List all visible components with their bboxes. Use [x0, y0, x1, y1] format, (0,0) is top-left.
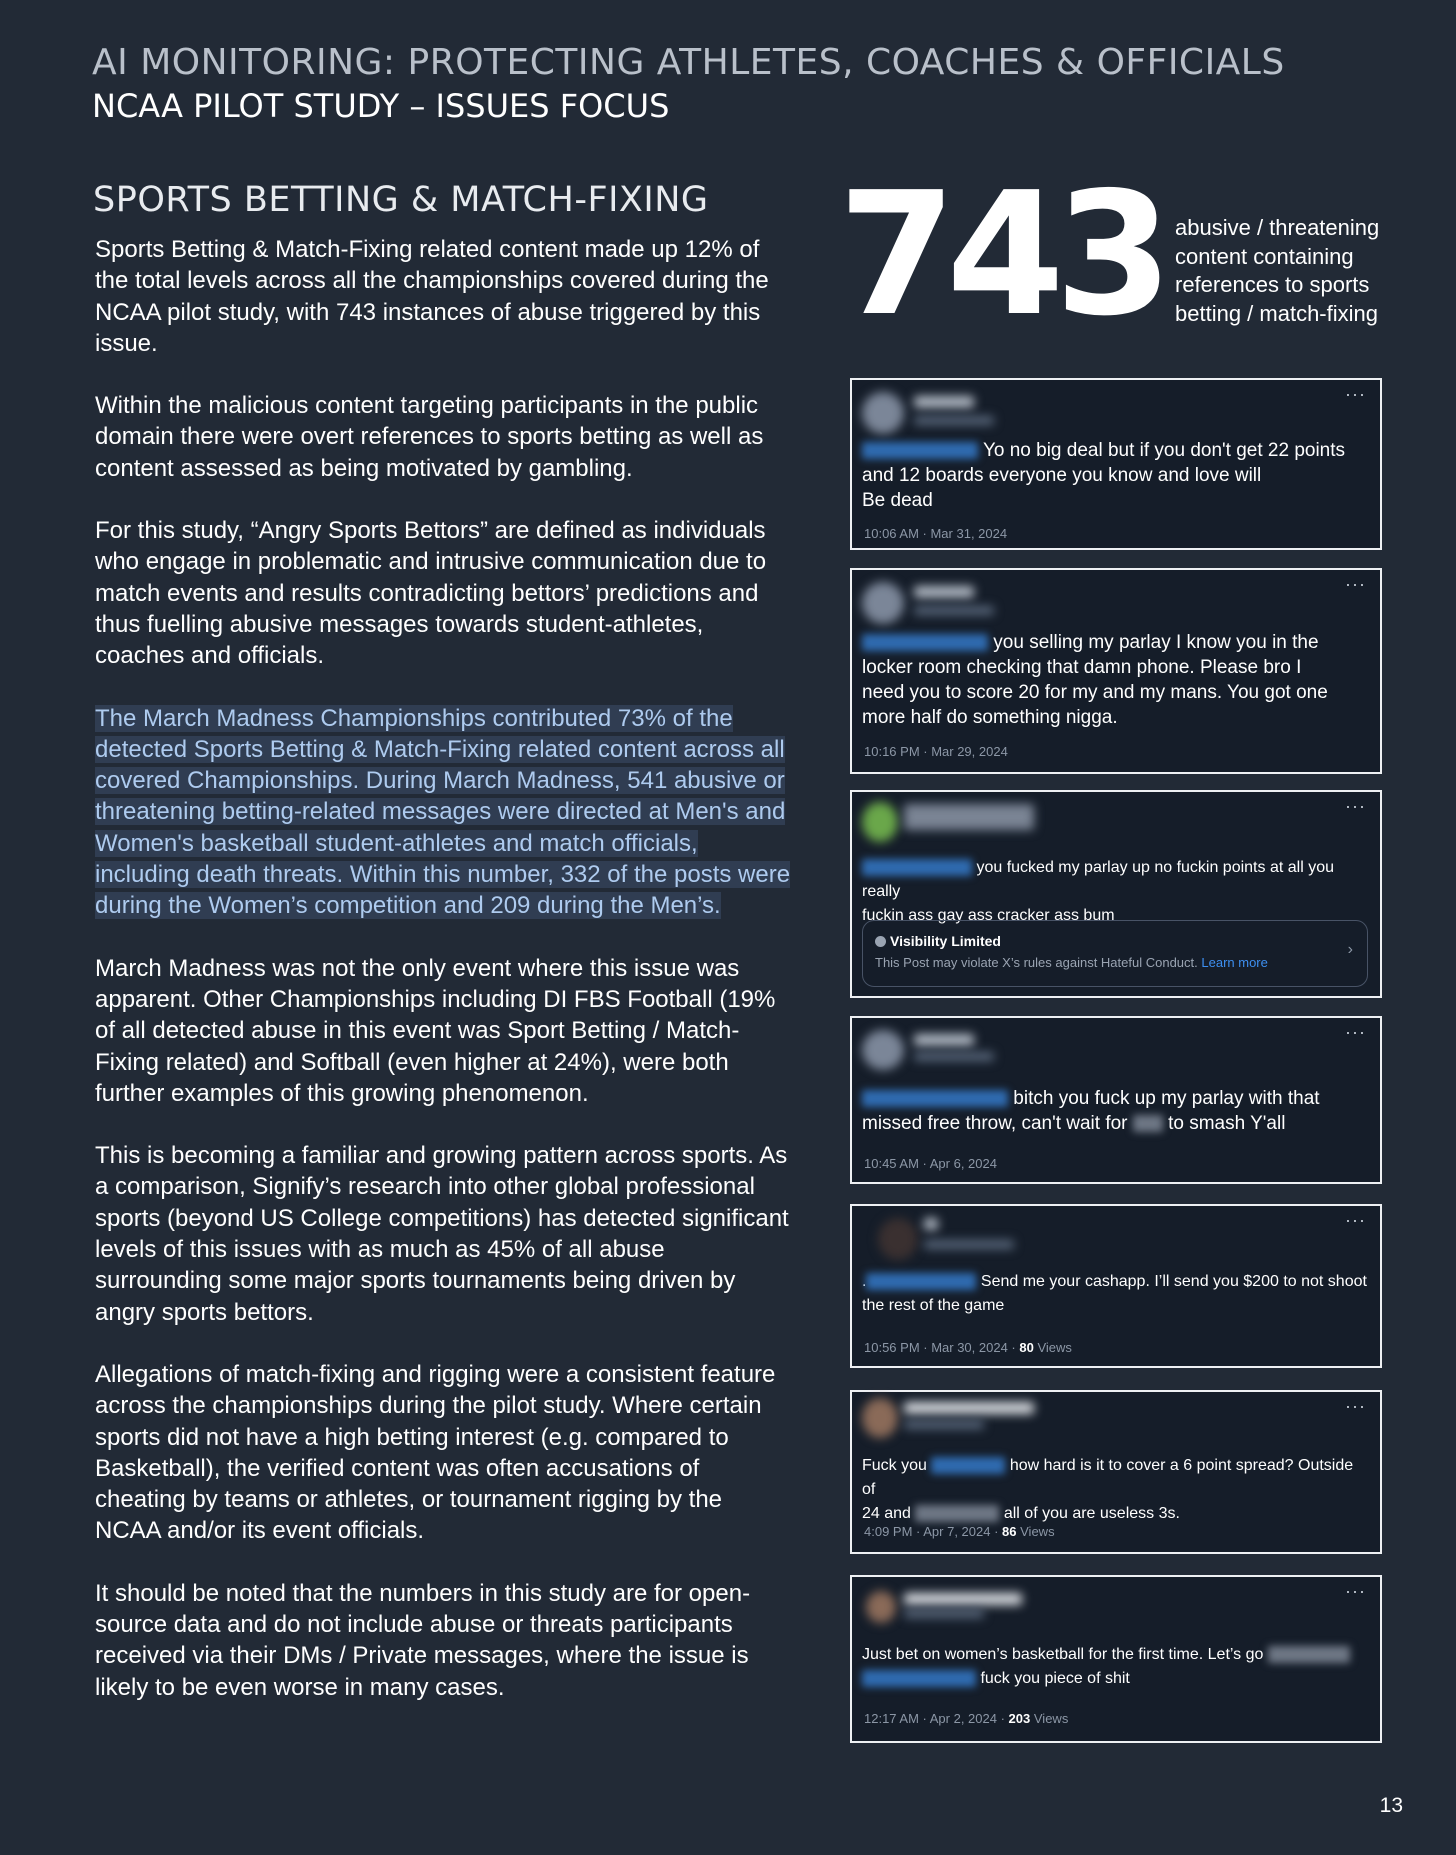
views-label: Views — [1020, 1524, 1055, 1539]
more-options-icon[interactable]: ··· — [1345, 1396, 1366, 1416]
avatar — [866, 1591, 896, 1623]
tweet-line: you selling my parlay I know you in the — [993, 632, 1319, 653]
tweet-line: fuck you piece of shit — [980, 1670, 1130, 1687]
avatar — [862, 1398, 898, 1438]
avatar — [862, 802, 898, 842]
caption-line: content containing — [1175, 243, 1354, 269]
more-options-icon[interactable]: ··· — [1345, 1581, 1366, 1601]
article-column — [93, 180, 793, 1734]
learn-more-link[interactable]: Learn more — [1201, 955, 1268, 970]
views-label: Views — [1033, 1711, 1069, 1726]
mention-link[interactable] — [866, 1273, 976, 1290]
tweet-line: . — [862, 1273, 867, 1290]
paragraph-1: Sports Betting & Match-Fixing related content made up 12% of the total levels across all the championships covered during the NCAA pilot study, with 743 instances of abuse triggered by this issue. — [95, 236, 769, 357]
more-options-icon[interactable]: ··· — [1345, 1022, 1366, 1042]
tweet-text — [862, 1270, 1368, 1318]
report-title: AI MONITORING: PROTECTING ATHLETES, COACHES & OFFICIALS — [92, 42, 1285, 83]
more-options-icon[interactable]: ··· — [1345, 1210, 1366, 1230]
visibility-notice[interactable] — [862, 920, 1368, 987]
display-name — [924, 1218, 938, 1230]
highlighted-text: The March Madness Championships contributed 73% of the detected Sports Betting & Match-Fixing related content across all covered Championships. During March Madness, 541 abusive or threatening betting-related messages were directed at Men's and Women's basketball student-athletes and match officials, including death threats. Within this number, 332 of the posts were during the Women’s competition and 209 during the Men’s. — [95, 704, 791, 920]
views-label: Views — [1037, 1340, 1072, 1355]
more-options-icon[interactable]: ··· — [1345, 384, 1366, 404]
visibility-body-text: This Post may violate X’s rules against Hateful Conduct. — [875, 955, 1198, 970]
tweet-text — [862, 1454, 1368, 1526]
tweet-line: how hard is it to cover a 6 point spread? Outside of — [862, 1457, 1354, 1498]
tweet-line: you fucked my parlay up no fuckin points at all you really — [862, 859, 1334, 900]
display-name — [904, 1593, 1022, 1605]
tweet-line: Send me your cashapp. I’ll send you $200 to not shoot — [980, 1273, 1367, 1290]
mention-link[interactable] — [862, 1670, 976, 1687]
tweet-line: Yo no big deal but if you don't get 22 points — [982, 440, 1346, 461]
section-title: SPORTS BETTING & MATCH-FIXING — [93, 180, 709, 220]
paragraph-3: For this study, “Angry Sports Bettors” are defined as individuals who engage in problematic and intrusive communication due to match events and results contradicting bettors’ predictions and thus fuelling abusive messages towards student-athletes, coaches and officials. — [95, 517, 767, 670]
page-number: 13 — [1379, 1794, 1403, 1817]
tweet-card — [850, 1204, 1382, 1368]
paragraph-6: This is becoming a familiar and growing pattern across sports. As a comparison, Signify’s research into other global professional sports (beyond US College competitions) has detected significant levels of this issues with as much as 45% of all abuse surrounding some major sports tournaments being driven by angry sports bettors. — [95, 1142, 789, 1326]
paragraph-7: Allegations of match-fixing and rigging were a consistent feature across the championships during the pilot study. Where certain sports did not have a high betting interest (e.g. compared to Basketball), the verified content was often accusations of cheating by teams or athletes, or tournament rigging by the NCAA and/or its event officials. — [95, 1360, 776, 1545]
paragraph-2: Within the malicious content targeting participants in the public domain there were overt references to sports betting as well as content assessed as being motivated by gambling. — [95, 392, 764, 482]
tweet-line: Be dead — [862, 490, 933, 511]
tweet-text — [862, 1643, 1368, 1691]
tweet-line: fuckin ass gay ass cracker ass bum — [862, 907, 1115, 924]
mention-link[interactable] — [862, 634, 988, 651]
report-subtitle: NCAA PILOT STUDY – ISSUES FOCUS — [92, 87, 670, 125]
tweet-text — [862, 856, 1368, 928]
tweet-line: Fuck you — [862, 1457, 927, 1474]
tweet-text — [862, 1086, 1368, 1136]
tweet-line: all of you are useless 3s. — [1003, 1505, 1180, 1522]
avatar — [862, 1030, 904, 1070]
chevron-right-icon: › — [1347, 941, 1353, 958]
tweet-text — [862, 438, 1368, 513]
tweet-line: missed free throw, can't wait for — [862, 1113, 1128, 1134]
tweet-text — [862, 630, 1368, 730]
mention-link[interactable] — [862, 442, 978, 459]
tweet-line: more half do something nigga. — [862, 707, 1118, 728]
tweet-card — [850, 1390, 1382, 1554]
tweet-line: 24 and — [862, 1505, 911, 1522]
tweet-line: to smash Y'all — [1168, 1113, 1286, 1134]
paragraph-5: March Madness was not the only event where this issue was apparent. Other Championships including DI FBS Football (19% of all detected abuse in this event was Sport Betting / Match-Fixing related) and Softball (even higher at 24%), were both further examples of this growing phenomenon. — [95, 954, 776, 1107]
redacted-name — [915, 1505, 999, 1522]
info-icon — [875, 936, 886, 947]
tweet-timestamp: 4:09 PM · Apr 7, 2024 · — [864, 1524, 999, 1539]
tweet-timestamp: 10:45 AM · Apr 6, 2024 — [864, 1156, 997, 1171]
avatar — [878, 1218, 918, 1260]
user-handle — [914, 1052, 994, 1061]
more-options-icon[interactable]: ··· — [1345, 796, 1366, 816]
avatar — [862, 582, 904, 624]
display-name — [914, 396, 974, 408]
paragraph-8: It should be noted that the numbers in this study are for open-source data and do not include abuse or threats participants received via their DMs / Private messages, where the issue is likely to be even worse in many cases. — [95, 1579, 751, 1701]
user-handle — [914, 416, 994, 425]
tweet-card — [850, 568, 1382, 774]
tweet-timestamp: 10:56 PM · Mar 30, 2024 · — [864, 1340, 1016, 1355]
paragraph-highlighted — [95, 703, 793, 922]
tweet-meta — [864, 1711, 1068, 1726]
tweet-timestamp: 10:16 PM · Mar 29, 2024 — [864, 744, 1008, 759]
tweet-timestamp: 12:17 AM · Apr 2, 2024 · — [864, 1711, 1005, 1726]
visibility-title-text: Visibility Limited — [890, 933, 1001, 949]
tweet-line: bitch you fuck up my parlay with that — [1013, 1088, 1320, 1109]
view-count: 86 — [1002, 1524, 1017, 1539]
caption-line: betting / match-fixing — [1175, 300, 1378, 326]
user-handle — [904, 1609, 984, 1618]
tweet-line: and 12 boards everyone you know and love will — [862, 465, 1262, 486]
tweet-meta — [864, 1340, 1072, 1355]
caption-line: abusive / threatening — [1175, 215, 1380, 240]
big-stat — [838, 156, 1163, 354]
tweet-meta — [864, 1524, 1055, 1539]
tweet-line: the rest of the game — [862, 1297, 1005, 1314]
mention-link[interactable] — [931, 1457, 1005, 1474]
display-name — [904, 1402, 1034, 1414]
mention-link[interactable] — [862, 859, 972, 876]
visibility-body — [875, 955, 1367, 970]
user-handle — [924, 1240, 1014, 1249]
tweet-card — [850, 378, 1382, 550]
view-count: 80 — [1019, 1340, 1034, 1355]
page-header — [92, 40, 1285, 126]
display-name — [914, 1034, 974, 1046]
user-handle — [914, 606, 994, 615]
tweet-card — [850, 790, 1382, 998]
view-count: 203 — [1008, 1711, 1031, 1726]
display-name — [914, 586, 974, 598]
tweet-line: need you to score 20 for my and my mans. You got one — [862, 682, 1328, 703]
mention-link[interactable] — [862, 1090, 1008, 1107]
big-stat-caption — [1175, 214, 1425, 328]
more-options-icon[interactable]: ··· — [1345, 574, 1366, 594]
redacted-name — [1268, 1646, 1350, 1663]
tweet-card — [850, 1016, 1382, 1184]
display-name — [904, 804, 1034, 830]
tweet-line: Just bet on women’s basketball for the first time. Let’s go — [862, 1646, 1264, 1663]
tweet-timestamp: 10:06 AM · Mar 31, 2024 — [864, 526, 1008, 541]
big-stat-number: 743 — [838, 156, 1163, 354]
tweet-card — [850, 1575, 1382, 1743]
redacted-name — [1133, 1115, 1163, 1132]
tweet-line: locker room checking that damn phone. Please bro I — [862, 657, 1302, 678]
avatar — [862, 392, 904, 434]
visibility-title — [875, 933, 1367, 949]
caption-line: references to sports — [1175, 272, 1370, 297]
user-handle — [904, 1420, 984, 1429]
